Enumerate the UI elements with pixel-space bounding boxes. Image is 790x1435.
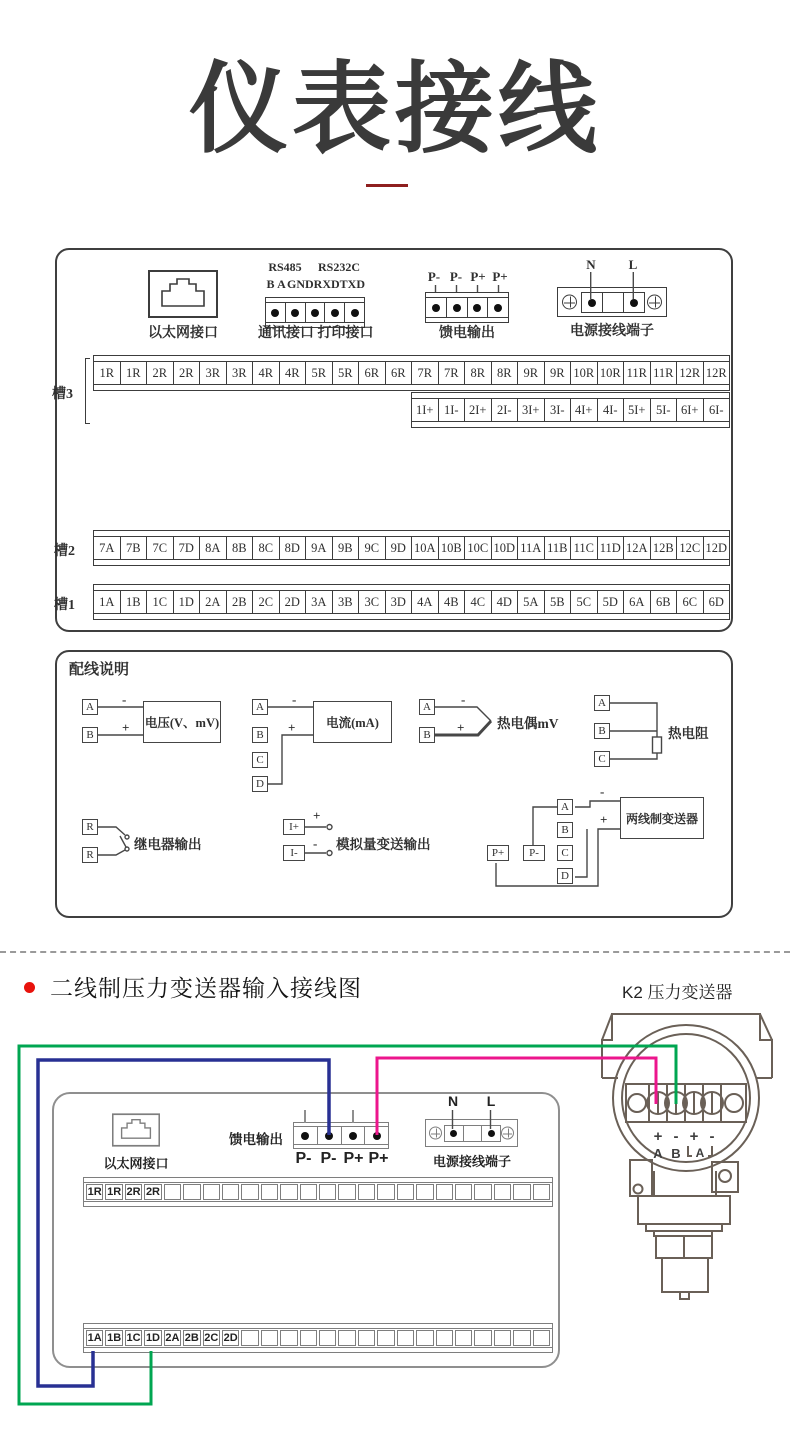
transmitter-terminal-b: B <box>671 1146 681 1161</box>
terminal-box-c: C <box>252 752 268 768</box>
device-top-strip <box>83 1177 553 1207</box>
terminal-cell <box>474 1184 491 1200</box>
feed-pin-labels <box>423 269 511 285</box>
bottom-heading: 二线制压力变送器输入接线图 <box>50 975 362 1001</box>
terminal-cell: 2C <box>252 591 279 613</box>
plus-sign: + <box>457 720 465 735</box>
terminal-cell: 3R <box>226 362 253 384</box>
title-underline-decoration <box>366 184 408 187</box>
terminal-cell: 10A <box>411 537 438 559</box>
terminal-cell: 2I- <box>491 399 518 421</box>
pin-label: RXD <box>313 277 340 291</box>
terminal-cell: 2C <box>204 1332 219 1344</box>
pin-label: P+ <box>492 269 508 284</box>
terminal-cell <box>241 1330 258 1346</box>
terminal-cell: 5R <box>332 362 359 384</box>
terminal-box-b: B <box>557 822 573 838</box>
terminal-dot-cell <box>305 303 325 322</box>
terminal-cell: 8R <box>464 362 491 384</box>
wiring-notes-panel <box>55 650 733 918</box>
minus-sign: - <box>600 784 605 799</box>
transmitter-sign-4: - <box>709 1128 715 1145</box>
power-terminal-block <box>557 287 667 317</box>
terminal-cell <box>358 1330 375 1346</box>
terminal-cell: 3R <box>199 362 226 384</box>
terminal-cell: 7D <box>173 537 200 559</box>
terminal-cell: 4I- <box>597 399 624 421</box>
minus-sign: - <box>313 836 318 851</box>
terminal-dot-cell <box>364 1127 388 1144</box>
terminal-cell: 12R <box>703 362 730 384</box>
terminal-cell <box>436 1184 453 1200</box>
terminal-cell: 1C <box>126 1332 141 1344</box>
plus-sign: + <box>600 812 608 827</box>
pin-label: TXD <box>339 277 366 291</box>
terminal-dot <box>331 309 339 317</box>
slot1-label: 槽1 <box>54 598 75 613</box>
power-pin-l: L <box>486 1093 496 1109</box>
terminal-cell <box>494 1330 511 1346</box>
plus-sign: + <box>313 808 321 823</box>
terminal-box-pplus: P+ <box>487 845 509 861</box>
terminal-cell <box>300 1184 317 1200</box>
k2-transmitter-label: K2 压力变送器 <box>622 983 733 1002</box>
terminal-cell <box>203 1184 220 1200</box>
pin-label: P- <box>295 1150 312 1167</box>
terminal-dot <box>349 1132 357 1140</box>
terminal-cell <box>222 1184 239 1200</box>
terminal-dot-cell <box>487 298 508 317</box>
terminal-dot <box>291 309 299 317</box>
terminal-dot-cell <box>446 298 467 317</box>
terminal-cell: 2D <box>223 1332 238 1344</box>
feed-caption: 馈电输出 <box>229 1132 283 1147</box>
terminal-cell: 9C <box>358 537 385 559</box>
terminal-cell: 6D <box>703 591 730 613</box>
terminal-cell: 3I- <box>544 399 571 421</box>
terminal-cell <box>513 1184 530 1200</box>
terminal-cell: 8D <box>279 537 306 559</box>
terminal-cell: 4R <box>279 362 306 384</box>
transmitter-sign-2: - <box>673 1128 679 1145</box>
terminal-cell: 11B <box>544 537 571 559</box>
terminal-dot-cell <box>344 303 364 322</box>
rtd-label: 热电阻 <box>668 726 709 741</box>
voltage-box: 电压(V、mV) <box>143 701 221 743</box>
terminal-cell <box>183 1184 200 1200</box>
terminal-cell: 2B <box>226 591 253 613</box>
terminal-cell <box>261 1184 278 1200</box>
twowire-transmitter-box: 两线制变送器 <box>620 797 704 839</box>
terminal-cell <box>300 1330 317 1346</box>
power-caption: 电源接线端子 <box>432 1154 511 1169</box>
terminal-cell <box>416 1330 433 1346</box>
terminal-dot <box>488 1130 495 1137</box>
feed-pin-labels <box>291 1150 391 1170</box>
transmitter-sign-3: + <box>689 1128 699 1145</box>
terminal-cell: 3C <box>358 591 385 613</box>
screw-icon <box>429 1127 442 1140</box>
terminal-cell: 12C <box>676 537 703 559</box>
terminal-cell: 7B <box>120 537 147 559</box>
terminal-cell <box>338 1330 355 1346</box>
terminal-cell: 6R <box>358 362 385 384</box>
terminal-dot-cell <box>285 303 305 322</box>
terminal-cell: 2R <box>145 1186 160 1198</box>
terminal-box-iminus: I- <box>283 845 305 861</box>
terminal-box-b: B <box>594 723 610 739</box>
terminal-cell: 4A <box>411 591 438 613</box>
terminal-cell: 2A <box>165 1332 180 1344</box>
terminal-cell: 11D <box>597 537 624 559</box>
terminal-cell: 12A <box>623 537 650 559</box>
transmitter-bracket-label: A <box>695 1146 705 1160</box>
ethernet-caption: 以太网接口 <box>103 1156 169 1171</box>
terminal-cell: 1I- <box>438 399 465 421</box>
slot3-brace <box>85 358 90 424</box>
terminal-dot-cell <box>266 303 285 322</box>
pressure-transmitter-drawing <box>602 1014 772 1299</box>
terminal-dot <box>494 304 502 312</box>
terminal-box-d: D <box>557 868 573 884</box>
terminal-box-b: B <box>252 727 268 743</box>
terminal-dot <box>588 299 596 307</box>
terminal-cell: 9R <box>544 362 571 384</box>
relay-label: 继电器输出 <box>134 837 202 852</box>
screw-icon <box>562 295 577 310</box>
terminal-cell: 5D <box>597 591 624 613</box>
terminal-dot-cell <box>294 1127 317 1144</box>
terminal-box-c: C <box>594 751 610 767</box>
terminal-cell: 9A <box>305 537 332 559</box>
terminal-cell: 3I+ <box>517 399 544 421</box>
comm-caption: 通讯接口 打印接口 <box>258 326 374 341</box>
device-bottom-strip <box>83 1323 553 1353</box>
terminal-cell <box>358 1184 375 1200</box>
page-title: 仪表接线 <box>189 53 601 164</box>
slot3-label: 槽3 <box>52 387 73 402</box>
terminal-cell: 4B <box>438 591 465 613</box>
terminal-cell <box>494 1184 511 1200</box>
terminal-cell: 8R <box>491 362 518 384</box>
power-pin-n: N <box>447 1093 459 1109</box>
terminal-cell: 5R <box>305 362 332 384</box>
terminal-box-a: A <box>82 699 98 715</box>
terminal-cell <box>261 1330 278 1346</box>
terminal-box-pminus: P- <box>523 845 545 861</box>
terminal-cell: 1R <box>87 1186 102 1198</box>
terminal-cell: 12D <box>703 537 730 559</box>
terminal-cell: 11R <box>650 362 677 384</box>
transmitter-terminal-a: A <box>653 1146 663 1161</box>
terminal-cell <box>338 1184 355 1200</box>
pin-label: P+ <box>368 1150 389 1167</box>
terminal-cell <box>416 1184 433 1200</box>
terminal-cell: 4C <box>464 591 491 613</box>
pin-label: P+ <box>343 1150 364 1167</box>
terminal-cell: 1A <box>87 1332 102 1344</box>
terminal-cell: 8C <box>252 537 279 559</box>
minus-sign: - <box>461 692 466 707</box>
terminal-dot <box>373 1132 381 1140</box>
terminal-cell: 3A <box>305 591 332 613</box>
pin-label: P- <box>320 1150 337 1167</box>
pin-label: GND <box>287 277 314 291</box>
terminal-cell: 4I+ <box>570 399 597 421</box>
terminal-cell: 10D <box>491 537 518 559</box>
slot3-current-strip <box>411 392 730 428</box>
pin-label: B <box>266 277 275 291</box>
terminal-dot <box>311 309 319 317</box>
terminal-cell: 5I+ <box>623 399 650 421</box>
terminal-cell <box>474 1330 491 1346</box>
terminal-dot <box>301 1132 309 1140</box>
terminal-cell <box>436 1330 453 1346</box>
terminal-cell: 5C <box>570 591 597 613</box>
slot2-label: 槽2 <box>54 544 75 559</box>
terminal-dot <box>473 304 481 312</box>
wiring-notes-heading: 配线说明 <box>69 662 130 678</box>
pin-label: P- <box>427 269 441 284</box>
terminal-cell: 1R <box>99 365 115 380</box>
terminal-cell: 6I- <box>703 399 730 421</box>
terminal-cell: 2R <box>173 362 200 384</box>
comm-pin-labels <box>265 277 365 292</box>
terminal-box-iplus: I+ <box>283 819 305 835</box>
terminal-cell: 12B <box>650 537 677 559</box>
terminal-box-a: A <box>419 699 435 715</box>
rs485-label: RS485 <box>268 260 302 274</box>
terminal-cell <box>513 1330 530 1346</box>
terminal-cell: 7R <box>411 362 438 384</box>
slot1-strip <box>93 584 730 620</box>
terminal-dot-cell <box>426 298 446 317</box>
terminal-cell: 10C <box>464 537 491 559</box>
terminal-cell <box>377 1184 394 1200</box>
terminal-cell: 10R <box>597 362 624 384</box>
terminal-cell: 11R <box>623 362 650 384</box>
terminal-cell <box>164 1184 181 1200</box>
terminal-cell <box>455 1184 472 1200</box>
terminal-dot <box>450 1130 457 1137</box>
terminal-dot <box>432 304 440 312</box>
terminal-cell: 9D <box>385 537 412 559</box>
slot2-strip <box>93 530 730 566</box>
minus-sign: - <box>122 692 127 707</box>
screw-icon <box>647 295 662 310</box>
transmitter-sign-1: + <box>653 1128 663 1145</box>
pin-label: A <box>277 277 286 291</box>
rs232c-label: RS232C <box>317 260 360 274</box>
terminal-cell: 1R <box>107 1186 122 1198</box>
terminal-cell <box>319 1184 336 1200</box>
pin-label: P- <box>449 269 463 284</box>
current-box: 电流(mA) <box>313 701 392 743</box>
terminal-cell: 6A <box>623 591 650 613</box>
terminal-cell: 9R <box>517 362 544 384</box>
terminal-cell: 4D <box>491 591 518 613</box>
feed-terminal-block <box>293 1122 389 1149</box>
terminal-dot-cell <box>341 1127 365 1144</box>
dashed-separator <box>0 951 790 953</box>
ethernet-port-icon <box>148 270 218 323</box>
feed-terminal-block <box>425 292 509 323</box>
terminal-cell: 1D <box>173 591 200 613</box>
terminal-cell: 2B <box>184 1332 199 1344</box>
terminal-cell: 1A <box>99 594 115 609</box>
feed-caption: 馈电输出 <box>439 326 495 341</box>
terminal-cell: 2R <box>126 1186 141 1198</box>
pin-label: P+ <box>470 269 486 284</box>
terminal-dot <box>325 1132 333 1140</box>
terminal-cell: 10R <box>570 362 597 384</box>
terminal-cell: 3D <box>385 591 412 613</box>
terminal-dot <box>630 299 638 307</box>
terminal-cell <box>533 1184 550 1200</box>
terminal-cell <box>377 1330 394 1346</box>
slot3-relay-strip <box>93 355 730 391</box>
terminal-cell: 6B <box>650 591 677 613</box>
ethernet-port-icon <box>112 1112 160 1153</box>
terminal-cell: 5B <box>544 591 571 613</box>
terminal-cell: 11C <box>570 537 597 559</box>
terminal-cell: 8B <box>226 537 253 559</box>
terminal-cell <box>455 1330 472 1346</box>
terminal-dot-cell <box>317 1127 341 1144</box>
terminal-cell <box>280 1184 297 1200</box>
terminal-box-a: A <box>252 699 268 715</box>
terminal-cell <box>397 1330 414 1346</box>
terminal-cell: 2R <box>146 362 173 384</box>
plus-sign: + <box>288 720 296 735</box>
terminal-cell <box>241 1184 258 1200</box>
terminal-dot <box>351 309 359 317</box>
terminal-dot-cell <box>467 298 488 317</box>
power-caption: 电源接线端子 <box>570 324 654 339</box>
terminal-box-r2: R <box>82 847 98 863</box>
terminal-cell: 1B <box>120 591 147 613</box>
terminal-cell: 2D <box>279 591 306 613</box>
terminal-cell <box>319 1330 336 1346</box>
terminal-box-r1: R <box>82 819 98 835</box>
terminal-cell: 12R <box>676 362 703 384</box>
plus-sign: + <box>122 720 130 735</box>
analog-output-label: 模拟量变送输出 <box>336 837 431 852</box>
terminal-cell: 5I- <box>650 399 677 421</box>
terminal-cell: 1C <box>146 591 173 613</box>
terminal-cell: 5A <box>517 591 544 613</box>
terminal-cell: 10B <box>438 537 465 559</box>
screw-icon <box>501 1127 514 1140</box>
terminal-cell: 3B <box>332 591 359 613</box>
red-bullet-icon <box>24 982 35 993</box>
terminal-dot <box>453 304 461 312</box>
terminal-cell: 7R <box>438 362 465 384</box>
terminal-box-b: B <box>82 727 98 743</box>
terminal-cell: 1D <box>145 1332 160 1344</box>
minus-sign: - <box>292 692 297 707</box>
terminal-cell: 1I+ <box>416 402 434 417</box>
terminal-cell: 7C <box>146 537 173 559</box>
terminal-cell: 1B <box>107 1332 122 1344</box>
terminal-cell: 7A <box>99 540 115 555</box>
ethernet-caption: 以太网接口 <box>148 326 218 341</box>
terminal-cell: 9B <box>332 537 359 559</box>
power-pin-l: L <box>628 257 638 272</box>
terminal-dot <box>271 309 279 317</box>
terminal-cell: 4R <box>252 362 279 384</box>
thermocouple-label: 热电偶mV <box>497 716 559 731</box>
terminal-dot-cell <box>324 303 344 322</box>
power-terminal-block <box>425 1119 518 1147</box>
terminal-cell <box>533 1330 550 1346</box>
terminal-cell: 1R <box>120 362 147 384</box>
terminal-box-a: A <box>557 799 573 815</box>
terminal-box-d: D <box>252 776 268 792</box>
terminal-cell <box>397 1184 414 1200</box>
terminal-box-a: A <box>594 695 610 711</box>
terminal-box-c: C <box>557 845 573 861</box>
terminal-box-b: B <box>419 727 435 743</box>
terminal-cell: 6I+ <box>676 399 703 421</box>
terminal-cell: 2A <box>199 591 226 613</box>
terminal-cell <box>280 1330 297 1346</box>
terminal-cell: 11A <box>517 537 544 559</box>
power-pin-n: N <box>586 257 596 272</box>
terminal-cell: 8A <box>199 537 226 559</box>
terminal-cell: 6C <box>676 591 703 613</box>
terminal-cell: 6R <box>385 362 412 384</box>
terminal-cell: 2I+ <box>464 399 491 421</box>
